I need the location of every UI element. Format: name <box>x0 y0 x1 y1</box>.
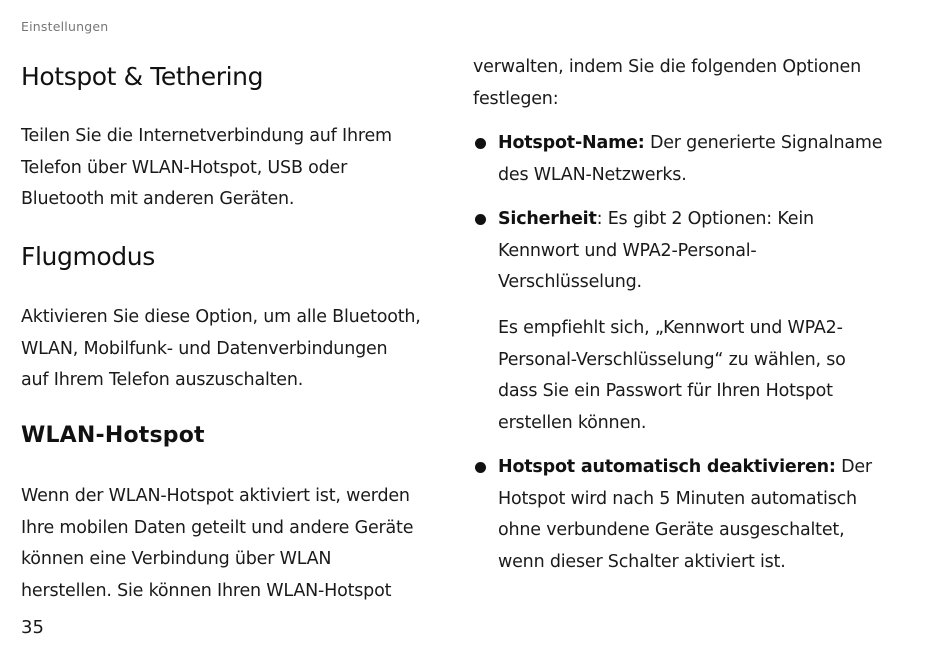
flugmodus-paragraph <box>21 302 421 397</box>
bullet-hotspot-name <box>473 128 903 191</box>
paragraph-line: Aktivieren Sie diese Option, um alle Bluetooth, <box>21 307 421 327</box>
paragraph-line: können eine Verbindung über WLAN <box>21 549 332 569</box>
paragraph-line: Teilen Sie die Internetverbindung auf Ihrem <box>21 126 392 146</box>
paragraph-line: herstellen. Sie können Ihren WLAN-Hotspot <box>21 580 392 601</box>
bullet-text: : Es gibt 2 Optionen: Kein <box>596 209 814 229</box>
paragraph-line: WLAN, Mobilfunk- und Datenverbindungen <box>21 338 388 359</box>
paragraph-line: verwalten, indem Sie die folgenden Optionen <box>473 57 861 77</box>
bullet-auto-deactivate <box>473 452 903 578</box>
bullet-dot-icon <box>475 138 486 149</box>
paragraph-line: erstellen können. <box>498 412 647 433</box>
flugmodus-title: Flugmodus <box>21 242 155 271</box>
paragraph-line: Wenn der WLAN-Hotspot aktiviert ist, werden <box>21 486 410 506</box>
bullet-sicherheit <box>473 204 903 299</box>
paragraph-line: dass Sie ein Passwort für Ihren Hotspot <box>498 381 833 401</box>
bullet-dot-icon <box>475 214 486 225</box>
wlan-hotspot-paragraph <box>21 481 413 607</box>
bullet-line: Verschlüsselung. <box>498 272 642 292</box>
section-header: Einstellungen <box>21 19 109 34</box>
paragraph-line: Ihre mobilen Daten geteilt und andere Geräte <box>21 517 414 538</box>
hotspot-tethering-title: Hotspot & Tethering <box>21 62 264 91</box>
bullet-text: Der generierte Signalname <box>644 133 883 153</box>
bullet-term: Hotspot automatisch deaktivieren: <box>498 457 836 477</box>
bullet-line: wenn dieser Schalter aktiviert ist. <box>498 551 786 572</box>
paragraph-line: Es empfiehlt sich, „Kennwort und WPA2- <box>498 318 843 338</box>
bullet-line: Hotspot wird nach 5 Minuten automatisch <box>498 488 857 509</box>
bullet-term: Hotspot-Name: <box>498 133 645 153</box>
page-number: 35 <box>21 617 44 638</box>
paragraph-line: Bluetooth mit anderen Geräten. <box>21 189 295 209</box>
paragraph-line: Telefon über WLAN-Hotspot, USB oder <box>21 157 348 178</box>
bullet-term: Sicherheit <box>498 209 597 229</box>
bullet-dot-icon <box>475 462 486 473</box>
bullet-line: des WLAN-Netzwerks. <box>498 164 687 185</box>
hotspot-tethering-paragraph <box>21 121 392 216</box>
intro-paragraph <box>473 52 861 115</box>
bullet-text: Der <box>835 457 872 477</box>
security-recommendation-note <box>498 313 846 439</box>
wlan-hotspot-title: WLAN-Hotspot <box>21 423 205 448</box>
paragraph-line: Personal-Verschlüsselung“ zu wählen, so <box>498 349 846 370</box>
paragraph-line: auf Ihrem Telefon auszuschalten. <box>21 370 304 390</box>
bullet-line: Kennwort und WPA2-Personal- <box>498 240 757 261</box>
bullet-line: ohne verbundene Geräte ausgeschaltet, <box>498 520 845 540</box>
paragraph-line: festlegen: <box>473 88 559 109</box>
